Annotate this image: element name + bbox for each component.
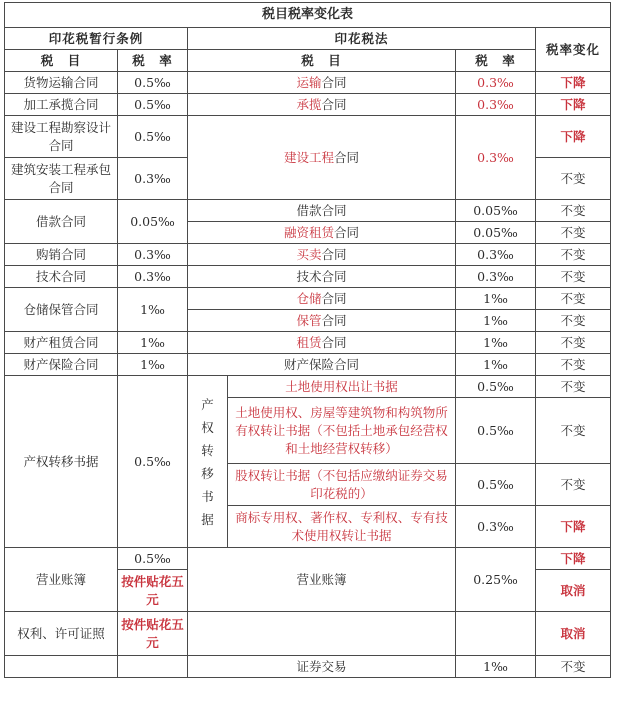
- new-rate: 1‰: [456, 656, 536, 678]
- rate-change: 不变: [536, 266, 611, 288]
- new-item-highlight: 承揽: [296, 96, 322, 112]
- new-item: 土地使用权、房屋等建筑物和构筑物所有权转让书据（不包括土地承包经营权和土地经营权转移）: [228, 398, 456, 464]
- old-rate: 0.5‰: [118, 376, 188, 548]
- table-title: 税目税率变化表: [5, 3, 611, 28]
- new-rate-empty: [456, 612, 536, 656]
- table-row: [5, 200, 611, 222]
- new-rate: 1‰: [456, 332, 536, 354]
- rate-change: 不变: [536, 464, 611, 506]
- tax-rate-change-table: [4, 2, 611, 678]
- old-item: 货物运输合同: [5, 72, 118, 94]
- new-item-highlight: 融资租赁: [283, 224, 334, 240]
- new-item: [188, 116, 456, 200]
- new-item-highlight: 买卖: [296, 246, 322, 262]
- rate-change: 不变: [536, 288, 611, 310]
- new-item-rest: 合同: [334, 149, 360, 165]
- table-row: [5, 116, 611, 158]
- new-item: 营业账簿: [188, 548, 456, 612]
- old-item: 建筑安装工程承包合同: [5, 158, 118, 200]
- rate-change: 不变: [536, 244, 611, 266]
- rate-change: 下降: [536, 72, 611, 94]
- old-item: 营业账簿: [5, 548, 118, 612]
- header-old-regulation: 印花税暂行条例: [5, 28, 188, 50]
- rate-change: 下降: [536, 116, 611, 158]
- table-row: [5, 72, 611, 94]
- header-new-rate: 税 率: [456, 50, 536, 72]
- old-item: 权利、许可证照: [5, 612, 118, 656]
- old-item: 借款合同: [5, 200, 118, 244]
- new-rate: 0.25‰: [456, 548, 536, 612]
- new-item-highlight: 仓储: [296, 290, 322, 306]
- rate-change: 不变: [536, 398, 611, 464]
- new-item: [188, 288, 456, 310]
- old-rate: 按件贴花五元: [118, 612, 188, 656]
- old-rate-empty: [118, 656, 188, 678]
- table-row: [5, 288, 611, 310]
- table-row: [5, 244, 611, 266]
- new-rate: 0.5‰: [456, 464, 536, 506]
- rate-change: 下降: [536, 548, 611, 570]
- document-page: [4, 2, 616, 702]
- old-rate: 0.3‰: [118, 244, 188, 266]
- new-item: 财产保险合同: [188, 354, 456, 376]
- new-item: 股权转让书据（不包括应缴纳证券交易印花税的）: [228, 464, 456, 506]
- new-item-rest: 合同: [321, 334, 347, 350]
- header-old-rate: 税 率: [118, 50, 188, 72]
- rate-change: 不变: [536, 332, 611, 354]
- new-rate: 1‰: [456, 310, 536, 332]
- new-item-rest: 合同: [321, 290, 347, 306]
- rate-change: 不变: [536, 354, 611, 376]
- new-item: [188, 222, 456, 244]
- table-row: [5, 548, 611, 570]
- new-group-label-text: 产权转移书据: [201, 396, 214, 527]
- rate-change: 不变: [536, 158, 611, 200]
- rate-change: 下降: [536, 94, 611, 116]
- table-row: [5, 376, 611, 398]
- new-rate: 0.5‰: [456, 376, 536, 398]
- rate-change: 不变: [536, 376, 611, 398]
- new-rate: 0.5‰: [456, 398, 536, 464]
- new-rate: 0.3‰: [456, 506, 536, 548]
- new-item-rest: 合同: [334, 224, 360, 240]
- rate-change: 取消: [536, 570, 611, 612]
- new-rate: 0.3‰: [456, 94, 536, 116]
- table-row: [5, 612, 611, 656]
- new-item-rest: 合同: [321, 74, 347, 90]
- header-old-item: 税 目: [5, 50, 118, 72]
- header-new-item: 税 目: [188, 50, 456, 72]
- old-item: 购销合同: [5, 244, 118, 266]
- old-item: 财产租赁合同: [5, 332, 118, 354]
- old-item: 技术合同: [5, 266, 118, 288]
- new-item-highlight: 保管: [296, 312, 322, 328]
- new-item: [188, 94, 456, 116]
- new-item-highlight: 运输: [296, 74, 322, 90]
- new-rate: 1‰: [456, 354, 536, 376]
- old-rate: 1‰: [118, 354, 188, 376]
- new-item-empty: [188, 612, 456, 656]
- rate-change: 不变: [536, 222, 611, 244]
- new-item: 商标专用权、著作权、专利权、专有技术使用权转让书据: [228, 506, 456, 548]
- new-group-label: [188, 376, 228, 548]
- new-rate: 0.05‰: [456, 200, 536, 222]
- header-new-law: 印花税法: [188, 28, 536, 50]
- old-rate: 0.5‰: [118, 116, 188, 158]
- table-row: [5, 332, 611, 354]
- table-row: [5, 266, 611, 288]
- rate-change: 不变: [536, 310, 611, 332]
- new-rate: 1‰: [456, 288, 536, 310]
- new-rate: 0.3‰: [456, 266, 536, 288]
- new-item: [188, 72, 456, 94]
- old-rate: 0.3‰: [118, 158, 188, 200]
- table-row: [5, 354, 611, 376]
- new-item: [188, 244, 456, 266]
- old-item: 建设工程勘察设计合同: [5, 116, 118, 158]
- new-rate: 0.05‰: [456, 222, 536, 244]
- header-rate-change: 税率变化: [536, 28, 611, 72]
- new-item: [188, 310, 456, 332]
- new-item-rest: 合同: [321, 96, 347, 112]
- new-item: [188, 332, 456, 354]
- old-item: 产权转移书据: [5, 376, 118, 548]
- old-rate: 按件贴花五元: [118, 570, 188, 612]
- rate-change: 不变: [536, 656, 611, 678]
- old-item-empty: [5, 656, 118, 678]
- old-item: 仓储保管合同: [5, 288, 118, 332]
- old-rate: 0.5‰: [118, 548, 188, 570]
- old-item: 加工承揽合同: [5, 94, 118, 116]
- new-item: 证券交易: [188, 656, 456, 678]
- new-item-highlight: 租赁: [296, 334, 322, 350]
- rate-change: 下降: [536, 506, 611, 548]
- old-rate: 0.05‰: [118, 200, 188, 244]
- old-rate: 1‰: [118, 332, 188, 354]
- new-rate: 0.3‰: [456, 72, 536, 94]
- old-rate: 0.5‰: [118, 94, 188, 116]
- new-item-rest: 合同: [321, 246, 347, 262]
- old-rate: 0.5‰: [118, 72, 188, 94]
- new-item-highlight: 建设工程: [283, 149, 334, 165]
- old-rate: 1‰: [118, 288, 188, 332]
- new-item: 土地使用权出让书据: [228, 376, 456, 398]
- table-row: [5, 656, 611, 678]
- rate-change: 不变: [536, 200, 611, 222]
- old-item: 财产保险合同: [5, 354, 118, 376]
- table-row: [5, 94, 611, 116]
- rate-change: 取消: [536, 612, 611, 656]
- new-item-rest: 合同: [321, 312, 347, 328]
- new-item: 借款合同: [188, 200, 456, 222]
- new-rate: 0.3‰: [456, 244, 536, 266]
- new-item: 技术合同: [188, 266, 456, 288]
- new-rate: 0.3‰: [456, 116, 536, 200]
- old-rate: 0.3‰: [118, 266, 188, 288]
